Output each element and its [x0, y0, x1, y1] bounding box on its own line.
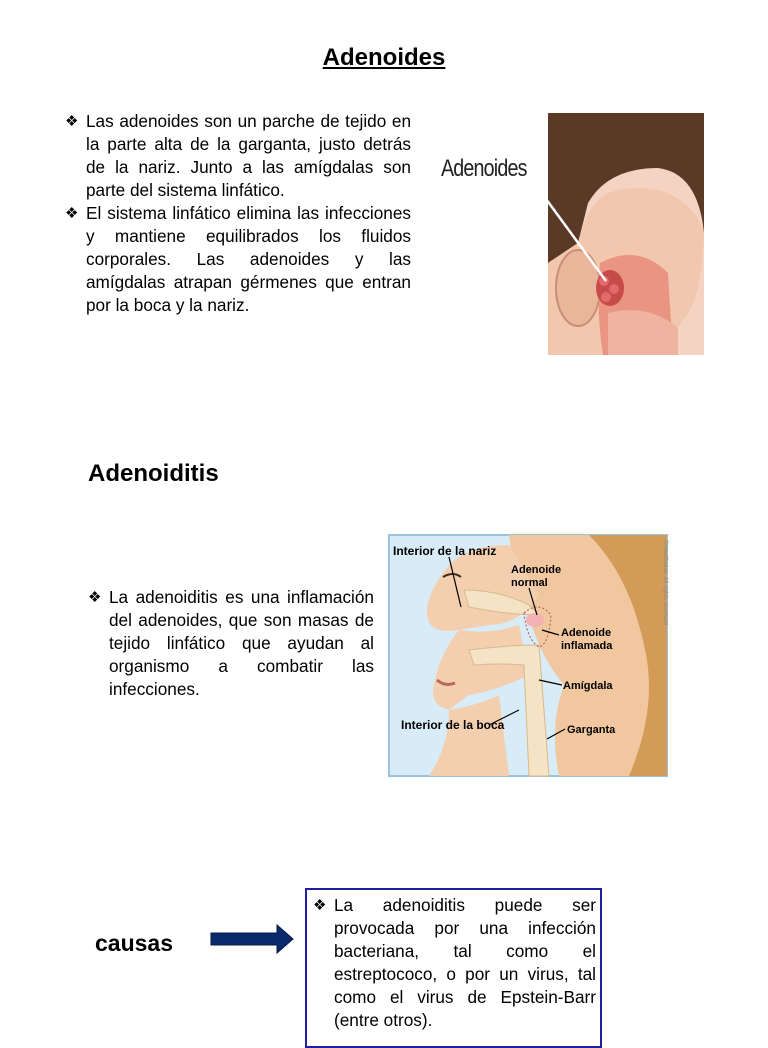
adenoiditis-diagram — [389, 535, 667, 776]
label-amigdala: Amígdala — [563, 680, 613, 692]
figure1-label: Adenoides — [441, 155, 527, 182]
bullet-text: La adenoiditis es una inflamación del adenoides, que son masas de tejido linfático que ayudan al organismo a combatir las infecciones. — [109, 587, 374, 699]
label-garganta: Garganta — [567, 724, 616, 736]
bullet-text: Las adenoides son un parche de tejido en la parte alta de la garganta, justo detrás de la nariz. Junto a las amígdalas son parte del sistema linfático. — [86, 111, 411, 200]
bullet-text: El sistema linfático elimina las infecciones y mantiene equilibrados los fluidos corporales. Las adenoides y las amígdalas atrapan gérmenes que entran por la boca y la nariz. — [86, 203, 411, 315]
intro-bullet — [65, 202, 411, 317]
bullet-diamond-icon: ❖ — [65, 205, 79, 222]
label-interior-boca: Interior de la boca — [401, 718, 505, 732]
bullet-diamond-icon: ❖ — [88, 589, 102, 606]
bullet-diamond-icon: ❖ — [313, 897, 327, 914]
adenoiditis-bullet — [88, 586, 374, 701]
causas-bullet-list — [313, 894, 596, 1032]
causas-box — [305, 888, 602, 1048]
bullet-text: La adenoiditis puede ser provocada por una infección bacteriana, tal como el estreptococo, o por un virus, tal como el virus de Epstein-Barr (entre otros). — [334, 895, 596, 1030]
intro-bullet-list — [65, 110, 411, 317]
page-title: Adenoides — [322, 44, 446, 71]
label-adenoide-normal-2: normal — [511, 577, 548, 589]
label-adenoide-normal-1: Adenoide — [511, 564, 562, 576]
adenoiditis-bullet-list — [88, 586, 374, 701]
adenoids-head-illustration — [548, 113, 704, 355]
label-adenoide-inflamada-2: inflamada — [561, 640, 613, 652]
label-adenoide-inflamada-1: Adenoide — [561, 627, 612, 639]
adenoiditis-heading: Adenoiditis — [88, 460, 219, 487]
right-arrow-icon — [211, 923, 295, 955]
bullet-diamond-icon: ❖ — [65, 113, 79, 130]
diagram-watermark: ©Healthwise, All rights reserved — [662, 540, 668, 625]
causas-heading: causas — [95, 930, 174, 956]
intro-bullet — [65, 110, 411, 202]
label-interior-nariz: Interior de la nariz — [393, 544, 497, 558]
causas-bullet — [313, 894, 596, 1032]
